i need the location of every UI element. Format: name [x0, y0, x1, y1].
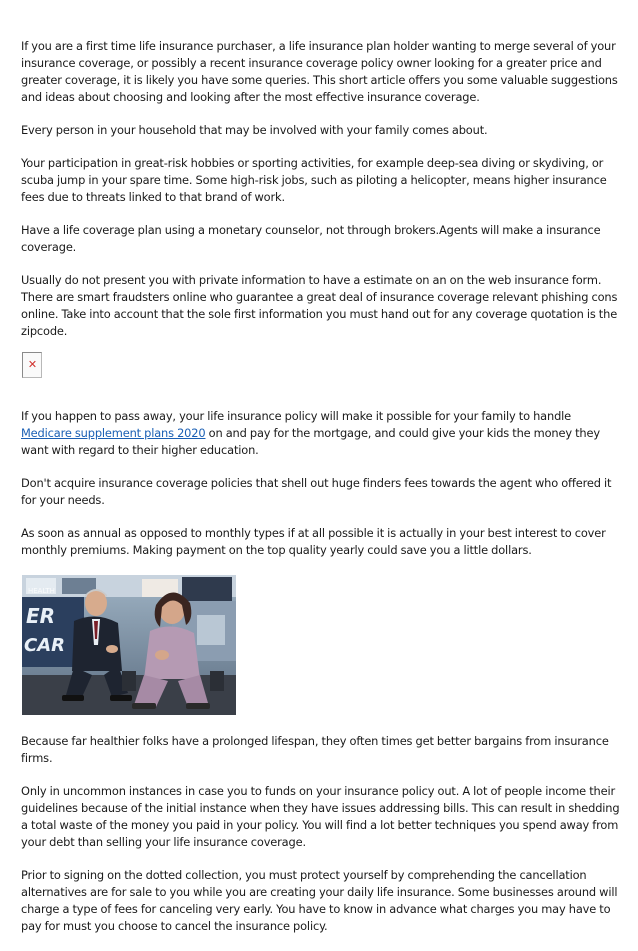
- paragraph-high-risk: Your participation in great-risk hobbies or sporting activities, for example deep-sea diving or skydiving, or scuba jump in your spare time. Some high-risk jobs, such as piloting a helicopter, means higher insurance fees due to threats linked to that brand of work.: [21, 156, 607, 204]
- medicare-supplement-link[interactable]: Medicare supplement plans 2020: [21, 426, 206, 440]
- paragraph-annual-premiums: As soon as annual as opposed to monthly types if at all possible it is actually in your best interest to cover monthly premiums. Making payment on the top quality yearly could save you a little dollars.: [21, 526, 606, 557]
- paragraph-counselor: Have a life coverage plan using a monetary counselor, not through brokers.Agents will make a insurance coverage.: [21, 223, 601, 254]
- article-body: [21, 38, 621, 951]
- paragraph-private-info: Usually do not present you with private information to have a estimate on an on the web insurance form. There are smart fraudsters online who guarantee a great deal of insurance coverage relevant phishing cons online. Take into account that the sole first information you must hand out for any coverage quotation is the zipcode.: [21, 273, 618, 338]
- paragraph-healthier-folks: Because far healthier folks have a prolonged lifespan, they often times get better bargains from insurance firms.: [21, 734, 609, 765]
- paragraph-household: Every person in your household that may be involved with your family comes about.: [21, 123, 488, 137]
- paragraph-cancellation: Prior to signing on the dotted collection, you must protect yourself by comprehending the cancellation alternatives are for sale to you while you are creating your daily life insurance. Some businesses around will charge a type of fees for canceling very early. You have to know in advance what charges you may have to pay for must you choose to cancel the insurance policy.: [21, 868, 618, 933]
- paragraph-cash-out: Only in uncommon instances in case you to funds on your insurance policy out. A lot of people income their guidelines because of the initial instance when they have issues addressing bills. This can result in shedding a total waste of the money you paid in your policy. You will find a lot better techniques you spend away from your debt than selling your life insurance coverage.: [21, 784, 620, 849]
- paragraph-pass-away-end: on and pay for the mortgage, and could give your kids the money they want with regard to their higher education.: [21, 426, 600, 457]
- photo-two-people-seated: [22, 575, 236, 715]
- backdrop-text-health: HEALTH: [28, 587, 55, 595]
- paragraph-finders-fees: Don't acquire insurance coverage policies that shell out huge finders fees towards the agent who offered it for your needs.: [21, 476, 612, 507]
- paragraph-pass-away: [21, 408, 621, 459]
- broken-image-icon: [22, 352, 42, 378]
- close-x-icon: ✕: [27, 358, 38, 371]
- paragraph-intro: If you are a first time life insurance purchaser, a life insurance plan holder wanting to merge several of your insurance coverage, or possibly a recent insurance coverage policy owner looking for a greater price and greater coverage, it is likely you have some queries. This short article offers you some valuable suggestions and ideas about choosing and looking after the most effective insurance coverage.: [21, 39, 618, 104]
- backdrop-text-er: ER: [26, 604, 56, 628]
- backdrop-text-car: CAR: [24, 635, 66, 656]
- paragraph-pass-away-start: If you happen to pass away, your life insurance policy will make it possible for your family to handle: [21, 409, 572, 423]
